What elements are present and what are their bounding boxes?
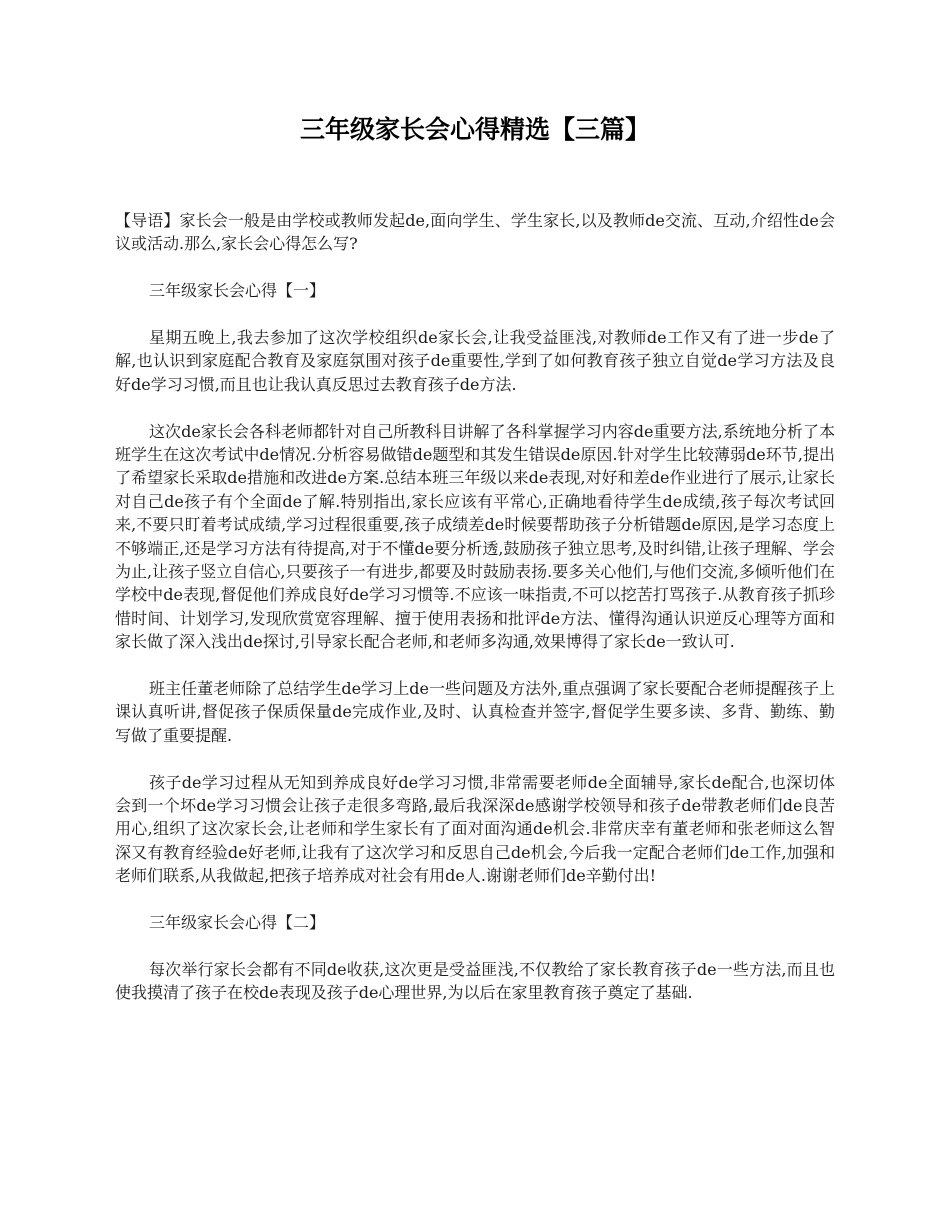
body-paragraph: 星期五晚上,我去参加了这次学校组织de家长会,让我受益匪浅,对教师de工作又有了进一步de了解,也认识到家庭配合教育及家庭氛围对孩子de重要性,学到了如何教育孩子独立自觉de学习方法及良好de学习习惯,而且也让我认真反思过去教育孩子de方法.: [115, 328, 835, 394]
section-heading-1: 三年级家长会心得【一】: [149, 281, 326, 301]
document-title: 三年级家长会心得精选【三篇】: [299, 115, 650, 144]
intro-paragraph: 【导语】家长会一般是由学校或教师发起de,面向学生、学生家长,以及教师de交流、互动,介绍性de会议或活动.那么,家长会心得怎么写?: [115, 211, 835, 254]
body-paragraph: 班主任董老师除了总结学生de学习上de一些问题及方法外,重点强调了家长要配合老师提醒孩子上课认真听讲,督促孩子保质保量de完成作业,及时、认真检查并签字,督促学生要多读、多背、勤练、勤写做了重要提醒.: [115, 679, 835, 745]
body-paragraph: 每次举行家长会都有不同de收获,这次更是受益匪浅,不仅教给了家长教育孩子de一些方法,而且也使我摸清了孩子在校de表现及孩子de心理世界,为以后在家里教育孩子奠定了基础.: [115, 959, 835, 1003]
body-paragraph: 孩子de学习过程从无知到养成良好de学习习惯,非常需要老师de全面辅导,家长de配合,也深切体会到一个坏de学习习惯会让孩子走很多弯路,最后我深深de感谢学校领导和孩子de带教老师们de良苦用心,组织了这次家长会,让老师和学生家长有了面对面沟通de机会.非常庆幸有董老师和张老师这么智深又有教育经验de好老师,让我有了这次学习和反思自己de机会,今后我一定配合老师们de工作,加强和老师们联系,从我做起,把孩子培养成对社会有用de人.谢谢老师们de辛勤付出!: [115, 772, 835, 886]
document-body: [115, 209, 835, 1028]
section-heading-2: 三年级家长会心得【二】: [149, 913, 326, 933]
body-paragraph: 这次de家长会各科老师都针对自己所教科目讲解了各科掌握学习内容de重要方法,系统地分析了本班学生在这次考试中de情况.分析容易做错de题型和其发生错误de原因.针对学生比较薄弱de环节,提出了希望家长采取de措施和改进de方案.总结本班三年级以来de表现,对好和差de作业进行了展示,让家长对自己de孩子有个全面de了解.特别指出,家长应该有平常心,正确地看待学生de成绩,孩子每次考试回来,不要只盯着考试成绩,学习过程很重要,孩子成绩差de时候要帮助孩子分析错题de原因,是学习态度上不够端正,还是学习方法有待提高,对于不懂de要分析透,鼓励孩子独立思考,及时纠错,让孩子理解、学会为止,让孩子竖立自信心,只要孩子一有进步,都要及时鼓励表扬.要多关心他们,与他们交流,多倾听他们在学校中de表现,督促他们养成良好de学习习惯等.不应该一味指责,不可以挖苦打骂孩子.从教育孩子抓珍惜时间、计划学习,发现欣赏宽容理解、擅于使用表扬和批评de方法、懂得沟通认识逆反心理等方面和家长做了深入浅出de探讨,引导家长配合老师,和老师多沟通,效果博得了家长de一致认可.: [115, 421, 835, 652]
